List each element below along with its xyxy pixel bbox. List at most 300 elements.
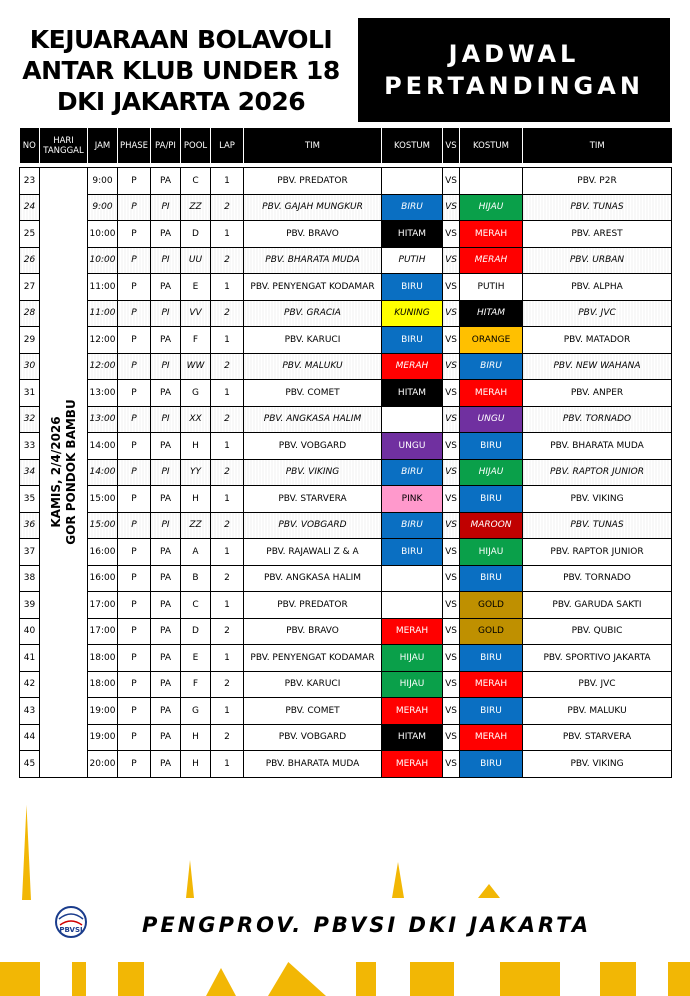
vs-label: VS (443, 618, 460, 645)
table-row (20, 247, 672, 274)
kostum-away: GOLD (460, 592, 523, 619)
vs-label: VS (443, 645, 460, 672)
team-away: PBV. JVC (523, 300, 672, 327)
schedule-table (19, 128, 672, 778)
match-number: 38 (20, 565, 40, 592)
match-number: 41 (20, 645, 40, 672)
match-time: 9:00 (88, 194, 118, 221)
kostum-home: KUNING (382, 300, 443, 327)
col-header-papi: PA/PI (151, 128, 181, 163)
table-row (20, 221, 672, 248)
match-pool: F (181, 671, 211, 698)
match-time: 14:00 (88, 433, 118, 460)
match-pool: VV (181, 300, 211, 327)
match-time: 9:00 (88, 168, 118, 195)
match-gender: PA (151, 671, 181, 698)
table-header-row (20, 128, 672, 163)
match-court: 1 (211, 168, 244, 195)
team-away: PBV. MALUKU (523, 698, 672, 725)
match-phase: P (118, 221, 151, 248)
col-header-lap: LAP (211, 128, 244, 163)
match-phase: P (118, 406, 151, 433)
team-home: PBV. VOBGARD (244, 512, 382, 539)
match-phase: P (118, 724, 151, 751)
table-row (20, 459, 672, 486)
vs-label: VS (443, 380, 460, 407)
match-phase: P (118, 459, 151, 486)
match-gender: PA (151, 698, 181, 725)
kostum-away (460, 168, 523, 195)
match-court: 1 (211, 592, 244, 619)
kostum-home: BIRU (382, 327, 443, 354)
table-row (20, 380, 672, 407)
match-pool: ZZ (181, 512, 211, 539)
match-court: 1 (211, 380, 244, 407)
kostum-home (382, 168, 443, 195)
spire-decoration-3 (392, 862, 404, 898)
vs-label: VS (443, 512, 460, 539)
ground-strip-5 (268, 962, 326, 996)
match-pool: WW (181, 353, 211, 380)
match-pool: E (181, 645, 211, 672)
kostum-away: MERAH (460, 247, 523, 274)
match-time: 16:00 (88, 565, 118, 592)
day-venue-cell (40, 168, 88, 778)
match-gender: PA (151, 724, 181, 751)
match-phase: P (118, 486, 151, 513)
team-away: PBV. ANPER (523, 380, 672, 407)
kostum-home: HITAM (382, 380, 443, 407)
schedule-heading-line-1: JADWAL (448, 40, 580, 68)
table-row (20, 539, 672, 566)
kostum-away: HIJAU (460, 194, 523, 221)
team-home: PBV. MALUKU (244, 353, 382, 380)
match-phase: P (118, 433, 151, 460)
match-number: 39 (20, 592, 40, 619)
kostum-home: MERAH (382, 698, 443, 725)
col-header-phase: PHASE (118, 128, 151, 163)
pbvsi-logo-text: PBVSI (59, 926, 83, 934)
match-time: 16:00 (88, 539, 118, 566)
match-number: 36 (20, 512, 40, 539)
match-pool: ZZ (181, 194, 211, 221)
kostum-home: BIRU (382, 539, 443, 566)
spire-decoration-2 (186, 860, 194, 898)
match-pool: G (181, 698, 211, 725)
match-court: 2 (211, 406, 244, 433)
match-gender: PI (151, 512, 181, 539)
match-phase: P (118, 300, 151, 327)
match-court: 2 (211, 194, 244, 221)
kostum-home (382, 406, 443, 433)
team-home: PBV. BRAVO (244, 221, 382, 248)
team-away: PBV. URBAN (523, 247, 672, 274)
vs-label: VS (443, 168, 460, 195)
team-home: PBV. VIKING (244, 459, 382, 486)
match-gender: PI (151, 459, 181, 486)
team-home: PBV. RAJAWALI Z & A (244, 539, 382, 566)
match-pool: H (181, 433, 211, 460)
team-away: PBV. GARUDA SAKTI (523, 592, 672, 619)
table-row (20, 751, 672, 778)
day-venue-label (49, 400, 79, 545)
monas-spire-decoration (22, 805, 31, 900)
vs-label: VS (443, 194, 460, 221)
kostum-home: PINK (382, 486, 443, 513)
team-away: PBV. TORNADO (523, 406, 672, 433)
team-home: PBV. BHARATA MUDA (244, 247, 382, 274)
match-court: 1 (211, 751, 244, 778)
kostum-away: UNGU (460, 406, 523, 433)
ground-strip-1 (0, 962, 40, 996)
kostum-home: BIRU (382, 194, 443, 221)
kostum-away: BIRU (460, 486, 523, 513)
team-away: PBV. AREST (523, 221, 672, 248)
match-gender: PA (151, 380, 181, 407)
match-venue: GOR PONDOK BAMBU (63, 399, 78, 545)
match-number: 24 (20, 194, 40, 221)
match-phase: P (118, 194, 151, 221)
match-number: 37 (20, 539, 40, 566)
ground-strip-9 (600, 962, 636, 996)
kostum-home: PUTIH (382, 247, 443, 274)
team-away: PBV. ALPHA (523, 274, 672, 301)
vs-label: VS (443, 406, 460, 433)
match-pool: F (181, 327, 211, 354)
team-away: PBV. STARVERA (523, 724, 672, 751)
match-number: 44 (20, 724, 40, 751)
match-time: 15:00 (88, 512, 118, 539)
table-row (20, 274, 672, 301)
team-away: PBV. MATADOR (523, 327, 672, 354)
match-time: 18:00 (88, 671, 118, 698)
team-away: PBV. VIKING (523, 751, 672, 778)
match-time: 10:00 (88, 247, 118, 274)
match-time: 17:00 (88, 592, 118, 619)
match-number: 42 (20, 671, 40, 698)
schedule-rows (20, 168, 672, 778)
vs-label: VS (443, 300, 460, 327)
match-number: 34 (20, 459, 40, 486)
match-pool: D (181, 221, 211, 248)
kostum-away: BIRU (460, 698, 523, 725)
team-home: PBV. VOBGARD (244, 433, 382, 460)
match-time: 18:00 (88, 645, 118, 672)
match-gender: PA (151, 539, 181, 566)
match-pool: G (181, 380, 211, 407)
table-row (20, 671, 672, 698)
col-header-no: NO (20, 128, 40, 163)
match-court: 1 (211, 327, 244, 354)
vs-label: VS (443, 671, 460, 698)
table-row (20, 645, 672, 672)
match-pool: H (181, 751, 211, 778)
table-row (20, 194, 672, 221)
vs-label: VS (443, 751, 460, 778)
organizer-name: PENGPROV. PBVSI DKI JAKARTA (142, 913, 592, 937)
match-phase: P (118, 645, 151, 672)
match-time: 11:00 (88, 274, 118, 301)
match-court: 1 (211, 221, 244, 248)
match-gender: PA (151, 751, 181, 778)
kostum-home: MERAH (382, 751, 443, 778)
match-phase: P (118, 274, 151, 301)
table-row (20, 327, 672, 354)
ground-strip-10 (668, 962, 690, 996)
vs-label: VS (443, 353, 460, 380)
match-number: 28 (20, 300, 40, 327)
match-court: 2 (211, 300, 244, 327)
match-gender: PA (151, 565, 181, 592)
vs-label: VS (443, 433, 460, 460)
match-number: 31 (20, 380, 40, 407)
match-pool: UU (181, 247, 211, 274)
match-phase: P (118, 512, 151, 539)
team-home: PBV. GRACIA (244, 300, 382, 327)
kostum-away: BIRU (460, 645, 523, 672)
team-home: PBV. KARUCI (244, 327, 382, 354)
team-away: PBV. JVC (523, 671, 672, 698)
kostum-home: UNGU (382, 433, 443, 460)
match-number: 32 (20, 406, 40, 433)
match-court: 1 (211, 698, 244, 725)
team-away: PBV. TUNAS (523, 194, 672, 221)
ground-strip-4 (206, 968, 236, 996)
match-time: 14:00 (88, 459, 118, 486)
match-court: 2 (211, 565, 244, 592)
match-number: 23 (20, 168, 40, 195)
match-phase: P (118, 671, 151, 698)
match-gender: PI (151, 300, 181, 327)
match-court: 2 (211, 247, 244, 274)
team-away: PBV. TORNADO (523, 565, 672, 592)
match-phase: P (118, 327, 151, 354)
match-gender: PA (151, 486, 181, 513)
team-home: PBV. STARVERA (244, 486, 382, 513)
kostum-home: MERAH (382, 353, 443, 380)
match-time: 17:00 (88, 618, 118, 645)
match-court: 1 (211, 539, 244, 566)
ground-strip-3 (118, 962, 144, 996)
vs-label: VS (443, 221, 460, 248)
match-court: 1 (211, 433, 244, 460)
match-phase: P (118, 353, 151, 380)
team-home: PBV. BRAVO (244, 618, 382, 645)
ground-strip-8 (500, 962, 560, 996)
kostum-home (382, 565, 443, 592)
match-time: 12:00 (88, 353, 118, 380)
match-number: 43 (20, 698, 40, 725)
team-home: PBV. PREDATOR (244, 168, 382, 195)
match-number: 35 (20, 486, 40, 513)
pbvsi-logo (54, 905, 88, 939)
match-gender: PA (151, 592, 181, 619)
match-phase: P (118, 380, 151, 407)
vs-label: VS (443, 486, 460, 513)
match-date: KAMIS, 2/4/2026 (48, 416, 63, 528)
match-time: 20:00 (88, 751, 118, 778)
kostum-home: HITAM (382, 724, 443, 751)
match-number: 27 (20, 274, 40, 301)
match-phase: P (118, 698, 151, 725)
match-pool: B (181, 565, 211, 592)
match-gender: PA (151, 221, 181, 248)
match-pool: YY (181, 459, 211, 486)
kostum-away: MERAH (460, 380, 523, 407)
match-court: 2 (211, 724, 244, 751)
col-header-jam: JAM (88, 128, 118, 163)
team-home: PBV. ANGKASA HALIM (244, 565, 382, 592)
team-home: PBV. PENYENGAT KODAMAR (244, 645, 382, 672)
match-pool: C (181, 592, 211, 619)
team-home: PBV. VOBGARD (244, 724, 382, 751)
col-header-kostum-2: KOSTUM (460, 128, 523, 163)
team-away: PBV. RAPTOR JUNIOR (523, 539, 672, 566)
table-row (20, 486, 672, 513)
match-number: 33 (20, 433, 40, 460)
kostum-home: HITAM (382, 221, 443, 248)
match-gender: PA (151, 618, 181, 645)
match-gender: PI (151, 406, 181, 433)
team-away: PBV. BHARATA MUDA (523, 433, 672, 460)
match-pool: A (181, 539, 211, 566)
kostum-away: HITAM (460, 300, 523, 327)
col-header-pool: POOL (181, 128, 211, 163)
match-gender: PA (151, 327, 181, 354)
match-court: 1 (211, 645, 244, 672)
ground-strip-7 (410, 962, 454, 996)
team-away: PBV. P2R (523, 168, 672, 195)
team-home: PBV. COMET (244, 698, 382, 725)
vs-label: VS (443, 592, 460, 619)
table-row (20, 565, 672, 592)
team-away: PBV. TUNAS (523, 512, 672, 539)
col-header-tim-2: TIM (523, 128, 672, 163)
team-home: PBV. ANGKASA HALIM (244, 406, 382, 433)
kostum-away: MAROON (460, 512, 523, 539)
event-title-line-1: KEJUARAAN BOLAVOLI (29, 25, 333, 54)
team-away: PBV. RAPTOR JUNIOR (523, 459, 672, 486)
match-gender: PA (151, 433, 181, 460)
match-gender: PI (151, 353, 181, 380)
match-time: 11:00 (88, 300, 118, 327)
kostum-home: HIJAU (382, 671, 443, 698)
match-court: 1 (211, 274, 244, 301)
match-phase: P (118, 592, 151, 619)
kostum-away: GOLD (460, 618, 523, 645)
kostum-away: BIRU (460, 353, 523, 380)
match-time: 19:00 (88, 724, 118, 751)
match-phase: P (118, 539, 151, 566)
match-phase: P (118, 751, 151, 778)
kostum-away: MERAH (460, 671, 523, 698)
team-away: PBV. NEW WAHANA (523, 353, 672, 380)
vs-label: VS (443, 539, 460, 566)
vs-label: VS (443, 459, 460, 486)
table-row (20, 300, 672, 327)
match-gender: PI (151, 247, 181, 274)
team-home: PBV. PENYENGAT KODAMAR (244, 274, 382, 301)
match-phase: P (118, 565, 151, 592)
kostum-away: HIJAU (460, 539, 523, 566)
kostum-away: BIRU (460, 433, 523, 460)
col-header-hari-tanggal: HARI TANGGAL (40, 128, 88, 163)
vs-label: VS (443, 698, 460, 725)
match-pool: H (181, 486, 211, 513)
roof-decoration (478, 884, 500, 898)
match-number: 30 (20, 353, 40, 380)
match-gender: PA (151, 645, 181, 672)
kostum-home (382, 592, 443, 619)
event-title-line-3: DKI JAKARTA 2026 (56, 87, 306, 116)
kostum-away: BIRU (460, 751, 523, 778)
match-time: 15:00 (88, 486, 118, 513)
match-phase: P (118, 618, 151, 645)
match-court: 2 (211, 353, 244, 380)
match-gender: PI (151, 194, 181, 221)
vs-label: VS (443, 724, 460, 751)
team-away: PBV. SPORTIVO JAKARTA (523, 645, 672, 672)
kostum-home: BIRU (382, 459, 443, 486)
match-gender: PA (151, 274, 181, 301)
match-court: 2 (211, 459, 244, 486)
kostum-home: HIJAU (382, 645, 443, 672)
team-away: PBV. QUBIC (523, 618, 672, 645)
team-home: PBV. COMET (244, 380, 382, 407)
match-time: 10:00 (88, 221, 118, 248)
match-number: 29 (20, 327, 40, 354)
table-row (20, 433, 672, 460)
team-home: PBV. PREDATOR (244, 592, 382, 619)
match-gender: PA (151, 168, 181, 195)
ground-strip-2 (72, 962, 86, 996)
table-row (20, 724, 672, 751)
table-row (20, 592, 672, 619)
event-title-line-2: ANTAR KLUB UNDER 18 (22, 56, 340, 85)
match-court: 2 (211, 671, 244, 698)
kostum-away: ORANGE (460, 327, 523, 354)
match-time: 19:00 (88, 698, 118, 725)
match-pool: E (181, 274, 211, 301)
vs-label: VS (443, 274, 460, 301)
kostum-away: MERAH (460, 724, 523, 751)
match-phase: P (118, 247, 151, 274)
kostum-away: PUTIH (460, 274, 523, 301)
match-court: 2 (211, 618, 244, 645)
col-header-vs: VS (443, 128, 460, 163)
kostum-home: MERAH (382, 618, 443, 645)
match-number: 26 (20, 247, 40, 274)
table-row (20, 406, 672, 433)
schedule-heading-box (358, 18, 670, 122)
match-pool: C (181, 168, 211, 195)
schedule-heading-line-2: PERTANDINGAN (384, 72, 644, 100)
match-time: 12:00 (88, 327, 118, 354)
team-away: PBV. VIKING (523, 486, 672, 513)
team-home: PBV. GAJAH MUNGKUR (244, 194, 382, 221)
kostum-home: BIRU (382, 512, 443, 539)
match-pool: XX (181, 406, 211, 433)
col-header-tim-1: TIM (244, 128, 382, 163)
match-pool: D (181, 618, 211, 645)
col-header-kostum-1: KOSTUM (382, 128, 443, 163)
table-row (20, 698, 672, 725)
ground-strip-6 (356, 962, 376, 996)
match-pool: H (181, 724, 211, 751)
match-number: 45 (20, 751, 40, 778)
vs-label: VS (443, 565, 460, 592)
team-home: PBV. KARUCI (244, 671, 382, 698)
